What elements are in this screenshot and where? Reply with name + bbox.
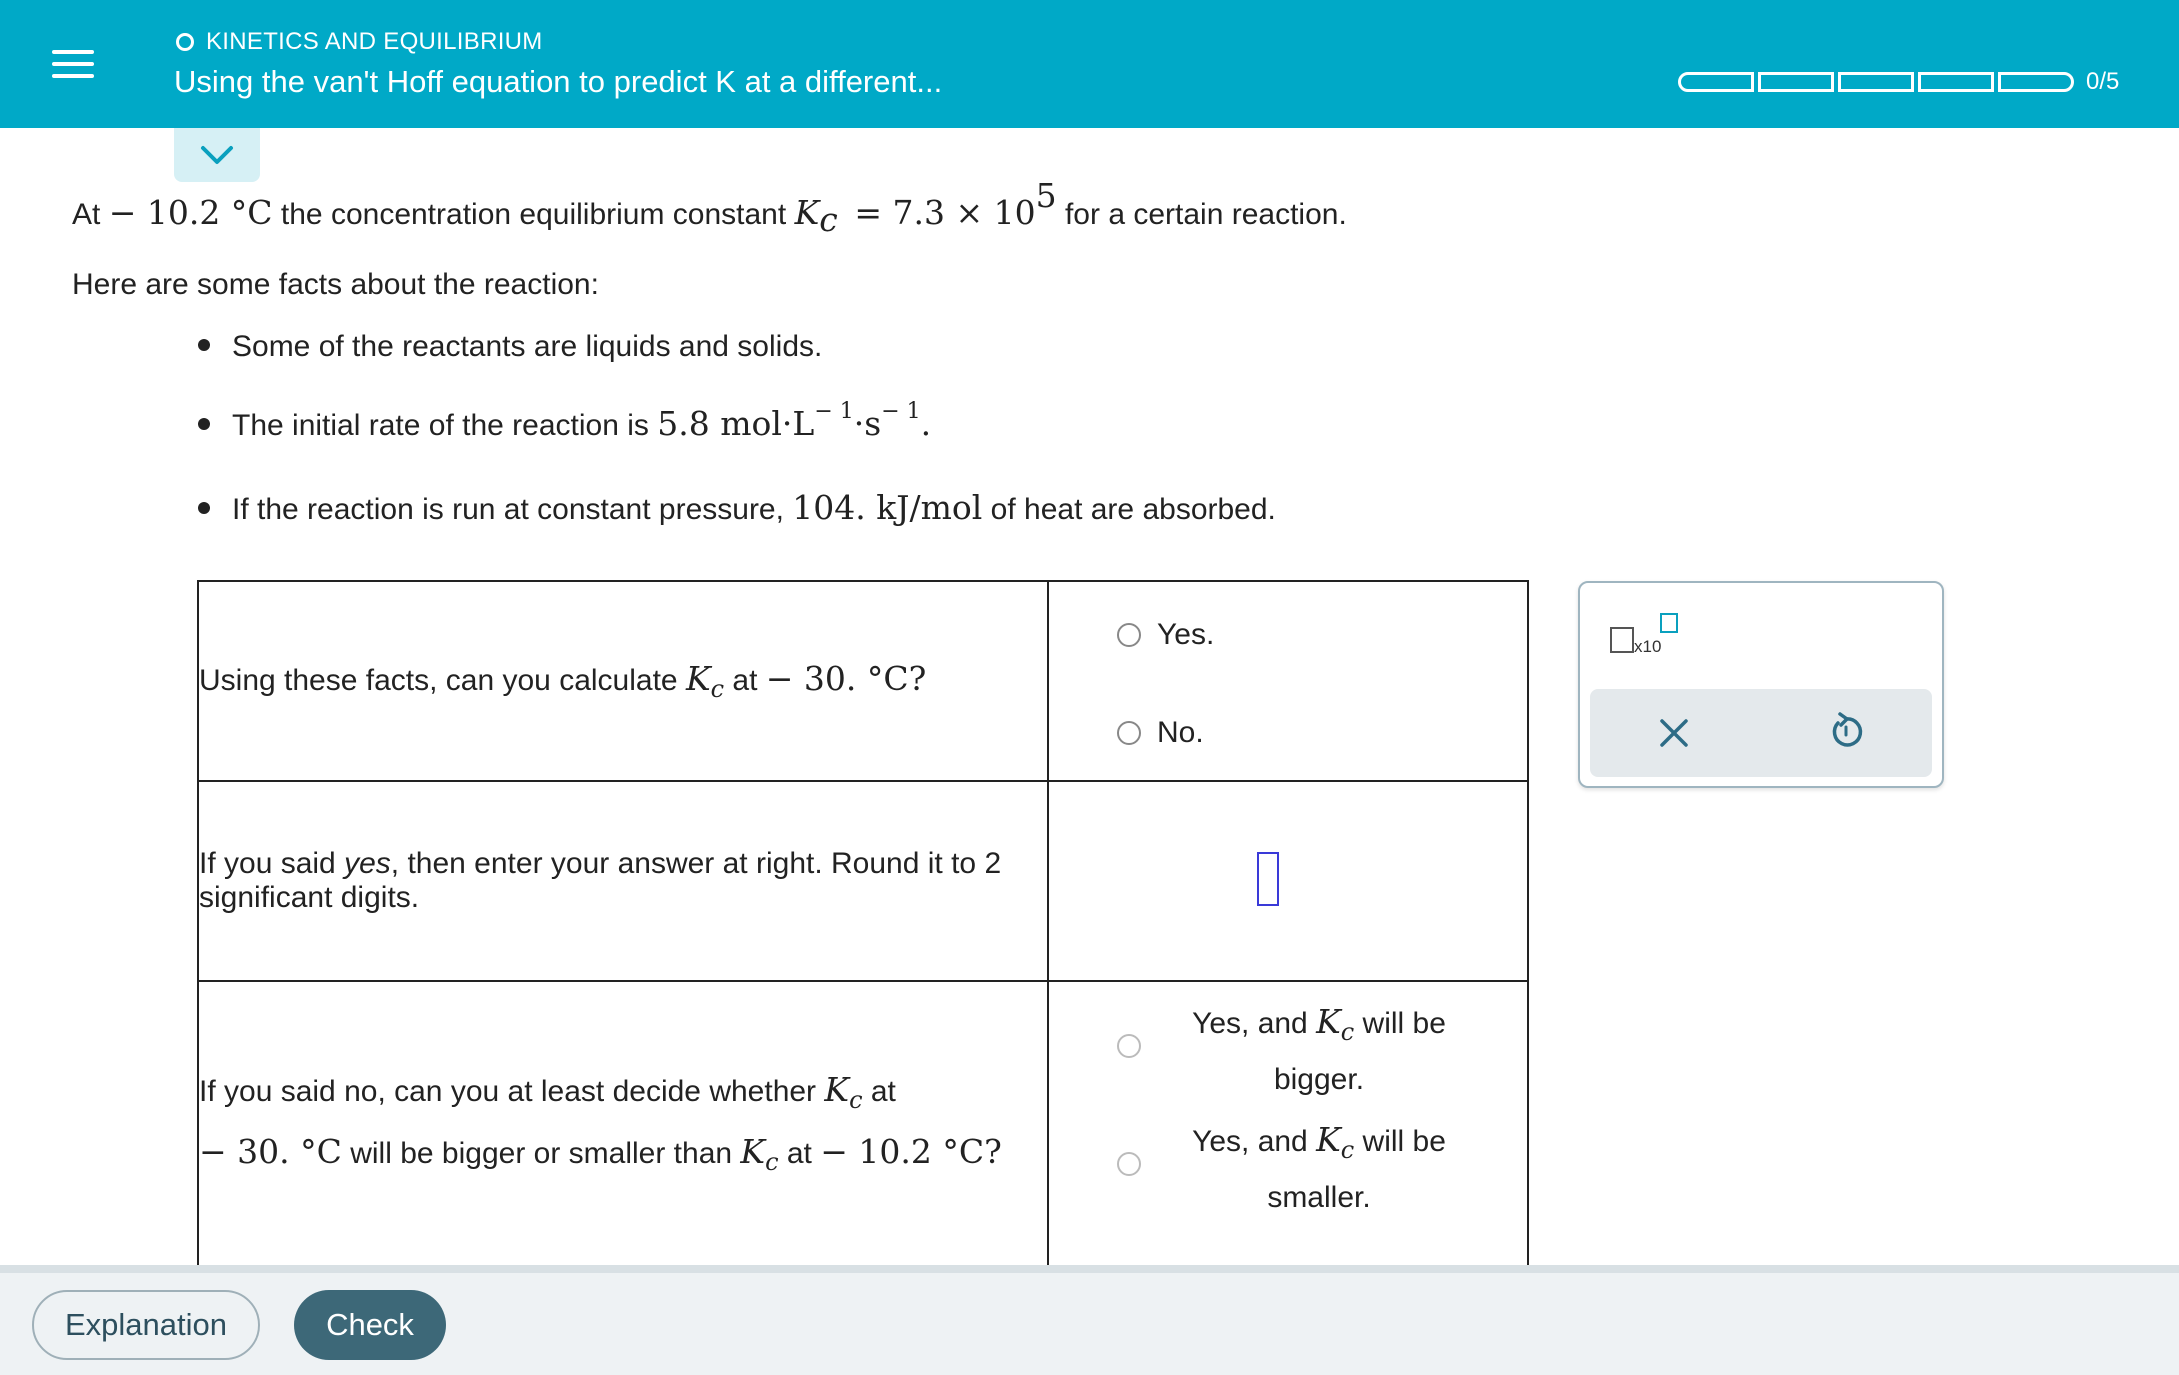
text: the concentration equilibrium constant [280,198,787,231]
fact-text: The initial rate of the reaction is [232,409,649,442]
fact-text: Some of the reactants are liquids and solids. [232,330,823,363]
topic-label [176,28,543,56]
question-text-emphasis: yes [344,847,391,880]
fact-item [198,488,1276,527]
temperature-value: − 10.2 °C? [820,1132,1002,1171]
bullet-icon [198,502,210,514]
heat-value: 104. kJ/mol [792,488,983,527]
rate-value: 5.8 mol·L [657,404,815,443]
text: for a certain reaction. [1064,198,1347,231]
question-text: If you said no, can you at least decide whether [199,1075,817,1108]
radio-bigger[interactable] [1117,1034,1141,1058]
question-cell [198,581,1048,781]
fact-item [198,330,822,364]
k-subscript: c [1340,1018,1355,1046]
progress-segment [1918,72,1994,92]
text: . [920,404,932,443]
clear-icon[interactable] [1654,713,1694,753]
k-subscript: c [765,1148,779,1176]
table-row [198,781,1528,981]
question-text: at [732,664,758,697]
question-table [197,580,1529,1272]
fact-text: If the reaction is run at constant pressure, [232,493,784,526]
check-button[interactable]: Check [294,1290,446,1360]
progress-segment [1758,72,1834,92]
rate-unit: ·s [853,404,882,443]
bullet-icon [198,339,210,351]
answer-cell [1048,981,1528,1271]
tool-action-bar [1590,689,1932,777]
table-row [198,981,1528,1271]
text: At [72,198,101,231]
question-text: Using these facts, can you calculate [199,664,678,697]
answer-cell [1048,781,1528,981]
problem-statement [72,176,1347,239]
scientific-notation-button[interactable] [1610,613,1676,659]
question-cell [198,781,1048,981]
question-text: , then enter your answer at right. Round it to 2 significant digits. [199,847,1002,914]
text: will be [1362,1125,1446,1158]
chevron-down-icon [200,144,234,166]
text: Yes, and [1192,1007,1308,1040]
progress-text: 0/5 [2086,68,2120,95]
menu-button[interactable] [30,28,116,100]
radio-label: No. [1157,716,1204,749]
question-cell [198,981,1048,1271]
k-subscript: c [819,200,838,239]
text: will be [1362,1007,1446,1040]
k-symbol: K [794,193,820,232]
radio-circle-icon[interactable] [1117,623,1141,647]
topic-circle-icon [176,33,194,51]
progress-segment [1998,72,2074,92]
k-value: = 7.3 × 10 [854,193,1036,232]
x10-label: x10 [1634,637,1662,656]
progress-segment [1678,72,1754,92]
radio-circle-icon[interactable] [1117,721,1141,745]
answer-cell [1048,581,1528,781]
radio-label: Yes. [1157,618,1215,651]
k-symbol: K [824,1070,850,1109]
k-symbol: K [1316,1002,1341,1041]
text: bigger. [1273,1063,1365,1096]
text: Yes, and [1192,1125,1308,1158]
rate-exponent: − 1 [814,399,854,424]
text: smaller. [1267,1181,1371,1214]
topic-text: KINETICS AND EQUILIBRIUM [206,28,543,55]
progress-bar [1678,68,2119,96]
k-exponent: 5 [1035,176,1057,215]
facts-intro: Here are some facts about the reaction: [72,268,599,301]
k-subscript: c [710,675,725,703]
fact-text: of heat are absorbed. [990,493,1276,526]
collapse-header-button[interactable] [174,128,260,182]
answer-input[interactable] [1257,852,1279,906]
question-text: at [870,1075,896,1108]
radio-no[interactable] [1117,716,1204,750]
k-subscript: c [849,1086,863,1114]
question-text: will be bigger or smaller than [350,1137,733,1170]
table-row [198,581,1528,781]
temperature-value: − 30. °C? [765,659,927,698]
rate-exponent: − 1 [881,399,921,424]
footer-divider [0,1265,2179,1273]
fact-item [198,399,932,443]
k-symbol: K [740,1132,766,1171]
bullet-icon [198,418,210,430]
k-symbol: K [685,659,711,698]
lesson-title: Using the van't Hoff equation to predict K at a different... [174,64,943,99]
question-text: If you said [199,847,336,880]
temperature-value: − 10.2 °C [108,193,273,232]
radio-yes[interactable] [1117,618,1214,652]
answer-tools-panel [1578,581,1944,788]
hamburger-icon [52,42,94,86]
k-subscript: c [1340,1136,1355,1164]
box-icon [1610,627,1634,653]
option-smaller-label [1169,1116,1469,1222]
progress-segment [1838,72,1914,92]
option-bigger-label [1169,998,1469,1104]
undo-icon[interactable] [1826,711,1866,751]
temperature-value: − 30. °C [199,1132,342,1171]
k-symbol: K [1316,1120,1341,1159]
question-text: at [786,1137,812,1170]
exponent-box-icon [1660,613,1678,633]
top-header [0,0,2179,128]
explanation-button[interactable]: Explanation [32,1290,260,1360]
radio-smaller[interactable] [1117,1152,1141,1176]
